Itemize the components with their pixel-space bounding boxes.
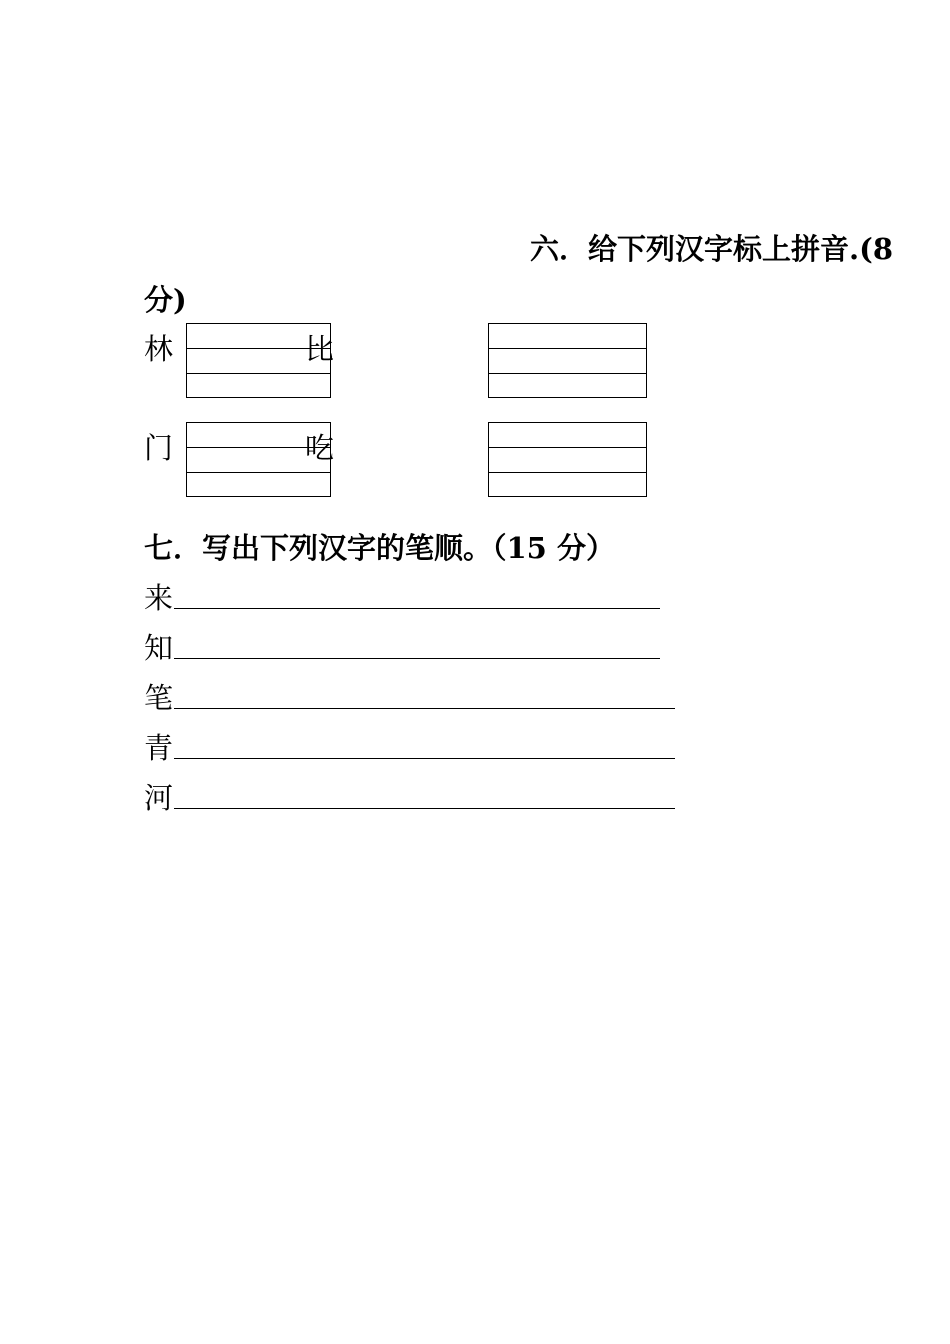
pinyin-char-lin: 林 (144, 332, 174, 366)
stroke-char-qing: 青 (144, 731, 174, 765)
pinyin-char-chi: 吃 (305, 431, 335, 465)
pinyin-char-men: 门 (144, 431, 174, 465)
pinyin-box-bi[interactable] (488, 323, 647, 398)
pinyin-guide-line (489, 447, 646, 448)
stroke-answer-line-bi[interactable] (174, 708, 675, 709)
pinyin-guide-line (489, 373, 646, 374)
section-6-title-continued: 分) (144, 283, 187, 317)
pinyin-guide-line (489, 348, 646, 349)
stroke-answer-line-zhi[interactable] (174, 658, 660, 659)
stroke-answer-line-qing[interactable] (174, 758, 675, 759)
stroke-char-he: 河 (144, 781, 174, 815)
pinyin-char-bi: 比 (305, 332, 335, 366)
section-6-title: 六．给下列汉字标上拼音.(8 (530, 232, 893, 266)
stroke-char-bi: 笔 (144, 681, 174, 715)
pinyin-guide-line (489, 472, 646, 473)
stroke-answer-line-he[interactable] (174, 808, 675, 809)
pinyin-box-chi[interactable] (488, 422, 647, 497)
stroke-answer-line-lai[interactable] (174, 608, 660, 609)
pinyin-guide-line (187, 472, 330, 473)
stroke-char-zhi: 知 (144, 631, 174, 665)
section-7-title: 七．写出下列汉字的笔顺。（15 分） (144, 531, 615, 565)
pinyin-guide-line (187, 373, 330, 374)
stroke-char-lai: 来 (144, 581, 174, 615)
